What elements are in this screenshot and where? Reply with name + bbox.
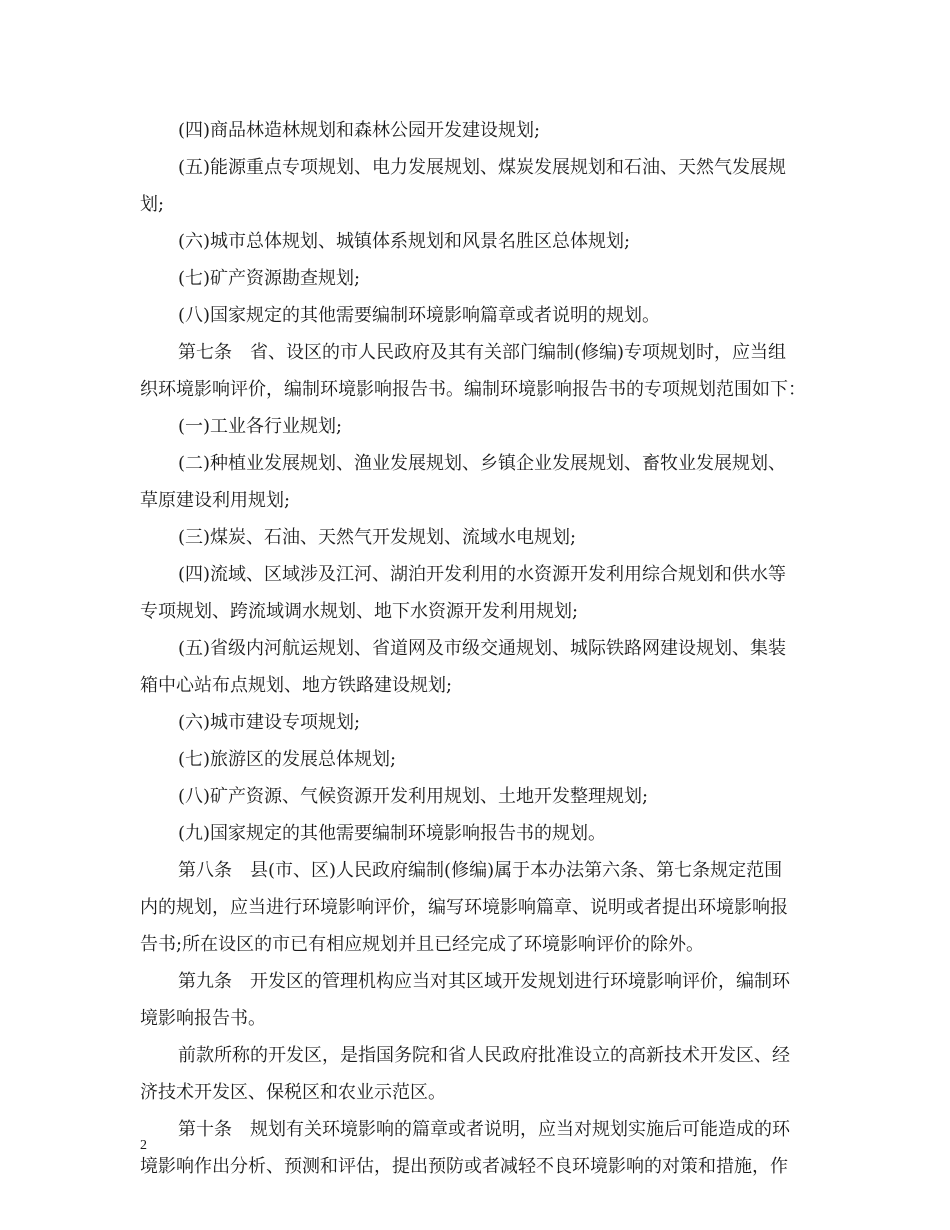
text-line: (九)国家规定的其他需要编制环境影响报告书的规划。 [178,823,607,844]
text-line: (四)商品林造林规划和森林公园开发建设规划; [178,120,541,141]
text-line: 前款所称的开发区，是指国务院和省人民政府批准设立的高新技术开发区、经 [178,1045,790,1066]
text-line: (六)城市建设专项规划; [178,712,361,733]
text-line: 草原建设利用规划; [140,490,291,511]
text-line: 织环境影响评价，编制环境影响报告书。编制环境影响报告书的专项规划范围如下： [140,379,806,400]
text-line: 第八条 县(市、区)人民政府编制(修编)属于本办法第六条、第七条规定范围 [178,860,783,881]
text-line: 第九条 开发区的管理机构应当对其区域开发规划进行环境影响评价，编制环 [178,971,790,992]
text-line: (五)能源重点专项规划、电力发展规划、煤炭发展规划和石油、天然气发展规 [178,157,787,178]
text-line: (四)流域、区域涉及江河、湖泊开发利用的水资源开发利用综合规划和供水等 [178,564,787,585]
text-line: (七)矿产资源勘查规划; [178,268,361,289]
text-line: (二)种植业发展规划、渔业发展规划、乡镇企业发展规划、畜牧业发展规划、 [178,453,787,474]
text-line: (一)工业各行业规划; [178,416,343,437]
text-line: (六)城市总体规划、城镇体系规划和风景名胜区总体规划; [178,231,631,252]
text-line: 专项规划、跨流域调水规划、地下水资源开发利用规划; [140,601,579,622]
text-line: 划; [140,194,165,215]
text-line: 第十条 规划有关环境影响的篇章或者说明，应当对规划实施后可能造成的环 [178,1119,790,1140]
text-line: 境影响报告书。 [140,1008,266,1029]
page-number: 2 [140,1138,147,1153]
text-line: (三)煤炭、石油、天然气开发规划、流域水电规划; [178,527,577,548]
text-line: 第七条 省、设区的市人民政府及其有关部门编制(修编)专项规划时，应当组 [178,342,787,363]
text-line: 济技术开发区、保税区和农业示范区。 [140,1082,446,1103]
text-line: (八)矿产资源、气候资源开发利用规划、土地开发整理规划; [178,786,649,807]
document-body [140,112,820,1185]
text-line: (八)国家规定的其他需要编制环境影响篇章或者说明的规划。 [178,305,661,326]
text-line: (七)旅游区的发展总体规划; [178,749,397,770]
text-line: 告书;所在设区的市已有相应规划并且已经完成了环境影响评价的除外。 [140,934,705,955]
text-line: 箱中心站布点规划、地方铁路建设规划; [140,675,453,696]
text-line: 境影响作出分析、预测和评估，提出预防或者减轻不良环境影响的对策和措施，作 [140,1156,788,1177]
text-line: 内的规划，应当进行环境影响评价，编写环境影响篇章、说明或者提出环境影响报 [140,897,788,918]
text-line: (五)省级内河航运规划、省道网及市级交通规划、城际铁路网建设规划、集装 [178,638,787,659]
